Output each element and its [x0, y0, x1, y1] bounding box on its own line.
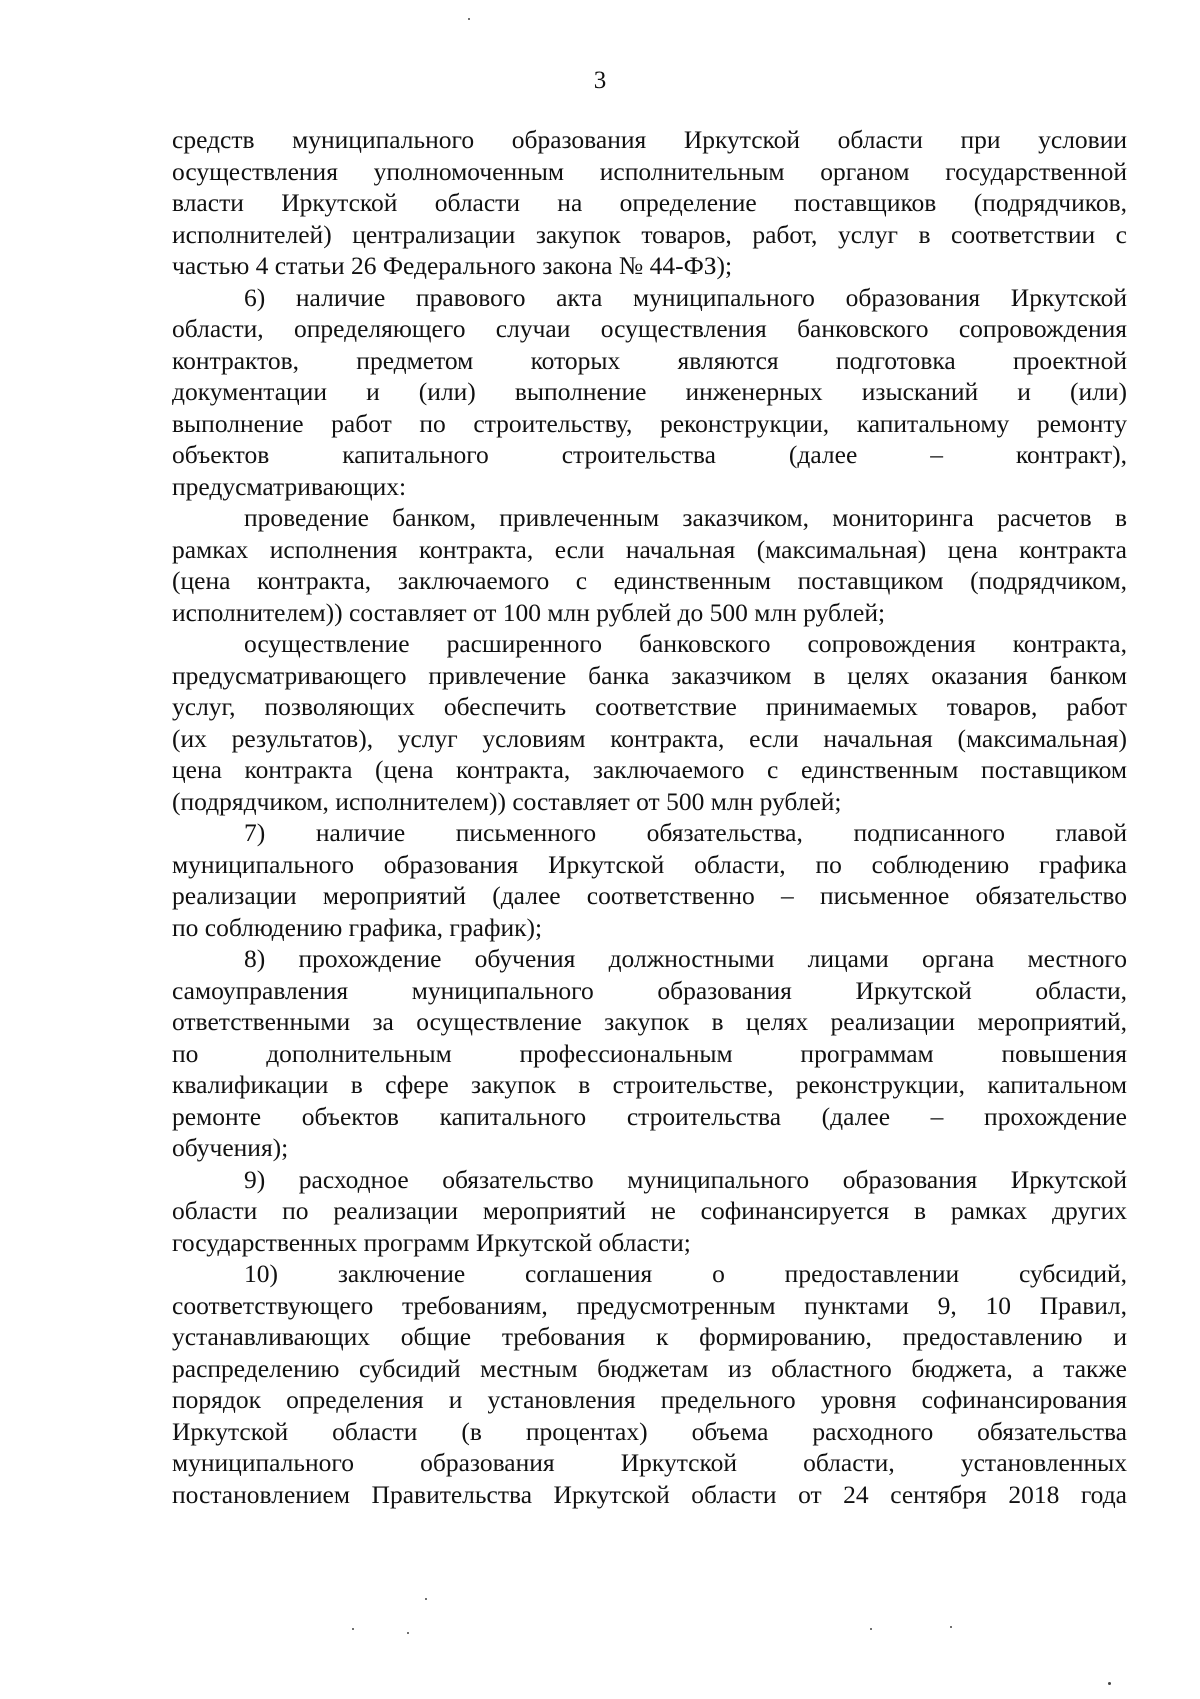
text-line: соответствующего требованиям, предусмотренным пунктами 9, 10 Правил,	[172, 1290, 1127, 1320]
text-line: предусматривающего привлечение банка заказчиком в целях оказания банком	[172, 660, 1127, 690]
text-line: (цена контракта, заключаемого с единственным поставщиком (подрядчиком,	[172, 566, 1127, 595]
text-line: услуг, позволяющих обеспечить соответствие принимаемых товаров, работ	[172, 692, 1127, 721]
text-line: ответственными за осуществление закупок в целях реализации мероприятий,	[172, 1007, 1127, 1036]
text-line: постановлением Правительства Иркутской области от 24 сентября 2018 года	[172, 1479, 1127, 1509]
text-line: исполнителем)) составляет от 100 млн рублей до 500 млн рублей;	[172, 597, 886, 627]
text-line: реализации мероприятий (далее соответственно – письменное обязательство	[172, 881, 1127, 910]
text-line: документации и (или) выполнение инженерных изысканий и (или)	[172, 377, 1127, 406]
text-line: по соблюдению графика, график);	[172, 912, 543, 942]
scan-speck	[1108, 1682, 1111, 1685]
text-line: 6) наличие правового акта муниципального образования Иркутской	[244, 282, 1127, 312]
text-line: выполнение работ по строительству, реконструкции, капитальному ремонту	[172, 408, 1127, 438]
text-line: по дополнительным профессиональным программам повышения	[172, 1038, 1127, 1068]
text-line: устанавливающих общие требования к формированию, предоставлению и	[172, 1322, 1127, 1351]
text-line: муниципального образования Иркутской области, по соблюдению графика	[172, 849, 1127, 879]
text-line: частью 4 статьи 26 Федерального закона № 44-ФЗ);	[172, 251, 733, 280]
scan-speck	[425, 1598, 427, 1600]
text-line: 8) прохождение обучения должностными лицами органа местного	[244, 944, 1127, 973]
text-line: 7) наличие письменного обязательства, подписанного главой	[244, 818, 1127, 847]
text-line: самоуправления муниципального образования Иркутской области,	[172, 975, 1127, 1005]
scan-speck	[407, 1632, 409, 1634]
text-line: исполнителей) централизации закупок товаров, работ, услуг в соответствии с	[172, 219, 1127, 249]
text-line: 10) заключение соглашения о предоставлении субсидий,	[244, 1259, 1127, 1288]
text-line: обучения);	[172, 1133, 289, 1162]
text-line: порядок определения и установления предельного уровня софинансирования	[172, 1385, 1127, 1414]
scan-speck	[352, 1628, 354, 1630]
text-line: осуществления уполномоченным исполнительным органом государственной	[172, 156, 1127, 186]
text-line: цена контракта (цена контракта, заключаемого с единственным поставщиком	[172, 755, 1127, 784]
scan-speck	[950, 1626, 952, 1628]
text-line: (подрядчиком, исполнителем)) составляет от 500 млн рублей;	[172, 786, 842, 816]
text-line: власти Иркутской области на определение поставщиков (подрядчиков,	[172, 188, 1127, 217]
text-line: проведение банком, привлеченным заказчиком, мониторинга расчетов в	[244, 503, 1127, 532]
text-line: распределению субсидий местным бюджетам из областного бюджета, а также	[172, 1353, 1127, 1383]
text-line: Иркутской области (в процентах) объема расходного обязательства	[172, 1416, 1127, 1446]
scan-speck	[468, 18, 470, 20]
text-line: рамках исполнения контракта, если начальная (максимальная) цена контракта	[172, 534, 1127, 564]
page-number: 3	[593, 67, 607, 94]
text-line: муниципального образования Иркутской области, установленных	[172, 1448, 1127, 1477]
text-line: контрактов, предметом которых являются подготовка проектной	[172, 345, 1127, 375]
text-line: ремонте объектов капитального строительства (далее – прохождение	[172, 1101, 1127, 1131]
text-line: 9) расходное обязательство муниципального образования Иркутской	[244, 1164, 1127, 1194]
text-line: (их результатов), услуг условиям контракта, если начальная (максимальная)	[172, 723, 1127, 753]
text-line: квалификации в сфере закупок в строительстве, реконструкции, капитальном	[172, 1070, 1127, 1099]
scan-speck	[870, 1628, 872, 1630]
text-line: области по реализации мероприятий не софинансируется в рамках других	[172, 1196, 1127, 1225]
text-line: государственных программ Иркутской области;	[172, 1227, 691, 1257]
text-line: средств муниципального образования Иркутской области при условии	[172, 125, 1127, 154]
text-line: предусматривающих:	[172, 471, 407, 501]
text-line: объектов капитального строительства (далее – контракт),	[172, 440, 1127, 469]
text-line: осуществление расширенного банковского сопровождения контракта,	[244, 629, 1127, 658]
document-body	[172, 124, 1127, 1510]
text-line: области, определяющего случаи осуществления банковского сопровождения	[172, 314, 1127, 343]
